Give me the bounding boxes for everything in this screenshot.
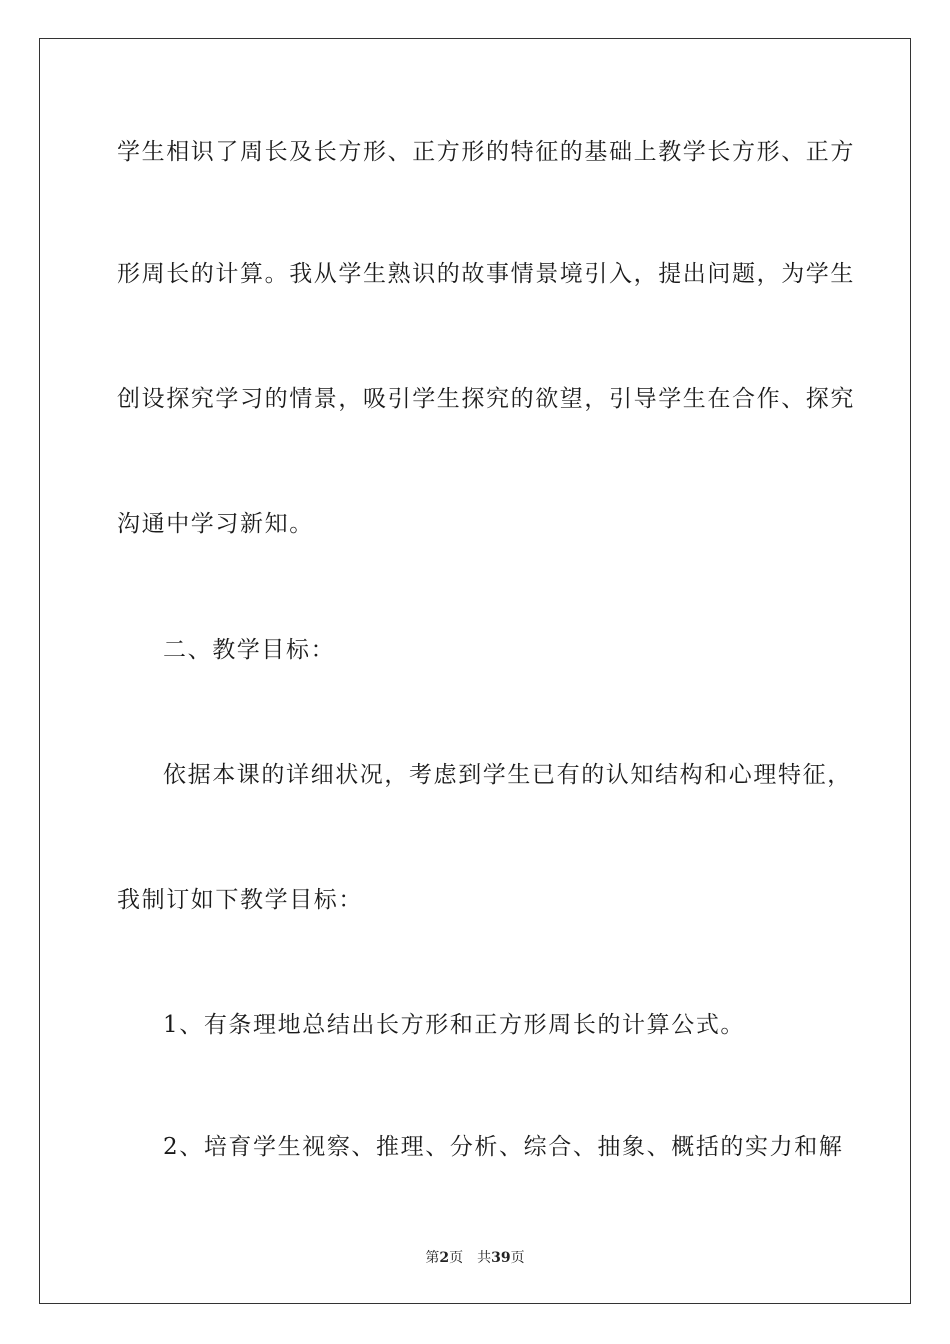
body-text-line-6: 我制订如下教学目标：: [117, 887, 363, 913]
list-item-1: 1、有条理地总结出长方形和正方形周长的计算公式。: [163, 1012, 746, 1038]
page-border: [39, 38, 911, 1304]
total-pages: 39: [491, 1250, 511, 1266]
body-text-line-1: 学生相识了周长及长方形、正方形的特征的基础上教学长方形、正方: [117, 139, 855, 165]
body-text-line-2: 形周长的计算。我从学生熟识的故事情景境引入，提出问题，为学生: [117, 261, 855, 287]
body-text-line-4: 沟通中学习新知。: [117, 511, 314, 537]
total-suffix: 页: [510, 1250, 525, 1266]
page-number: 2: [439, 1250, 450, 1266]
body-text-line-5: 依据本课的详细状况，考虑到学生已有的认知结构和心理特征，: [163, 762, 852, 788]
page-footer: [0, 1250, 950, 1266]
page-suffix: 页: [449, 1250, 464, 1266]
body-text-line-3: 创设探究学习的情景，吸引学生探究的欲望，引导学生在合作、探究: [117, 386, 855, 412]
page-prefix: 第: [425, 1250, 440, 1266]
total-prefix: 共: [477, 1250, 492, 1266]
list-item-2: 2、培育学生视察、推理、分析、综合、抽象、概括的实力和解: [163, 1134, 844, 1160]
section-heading: 二、教学目标：: [163, 637, 336, 663]
